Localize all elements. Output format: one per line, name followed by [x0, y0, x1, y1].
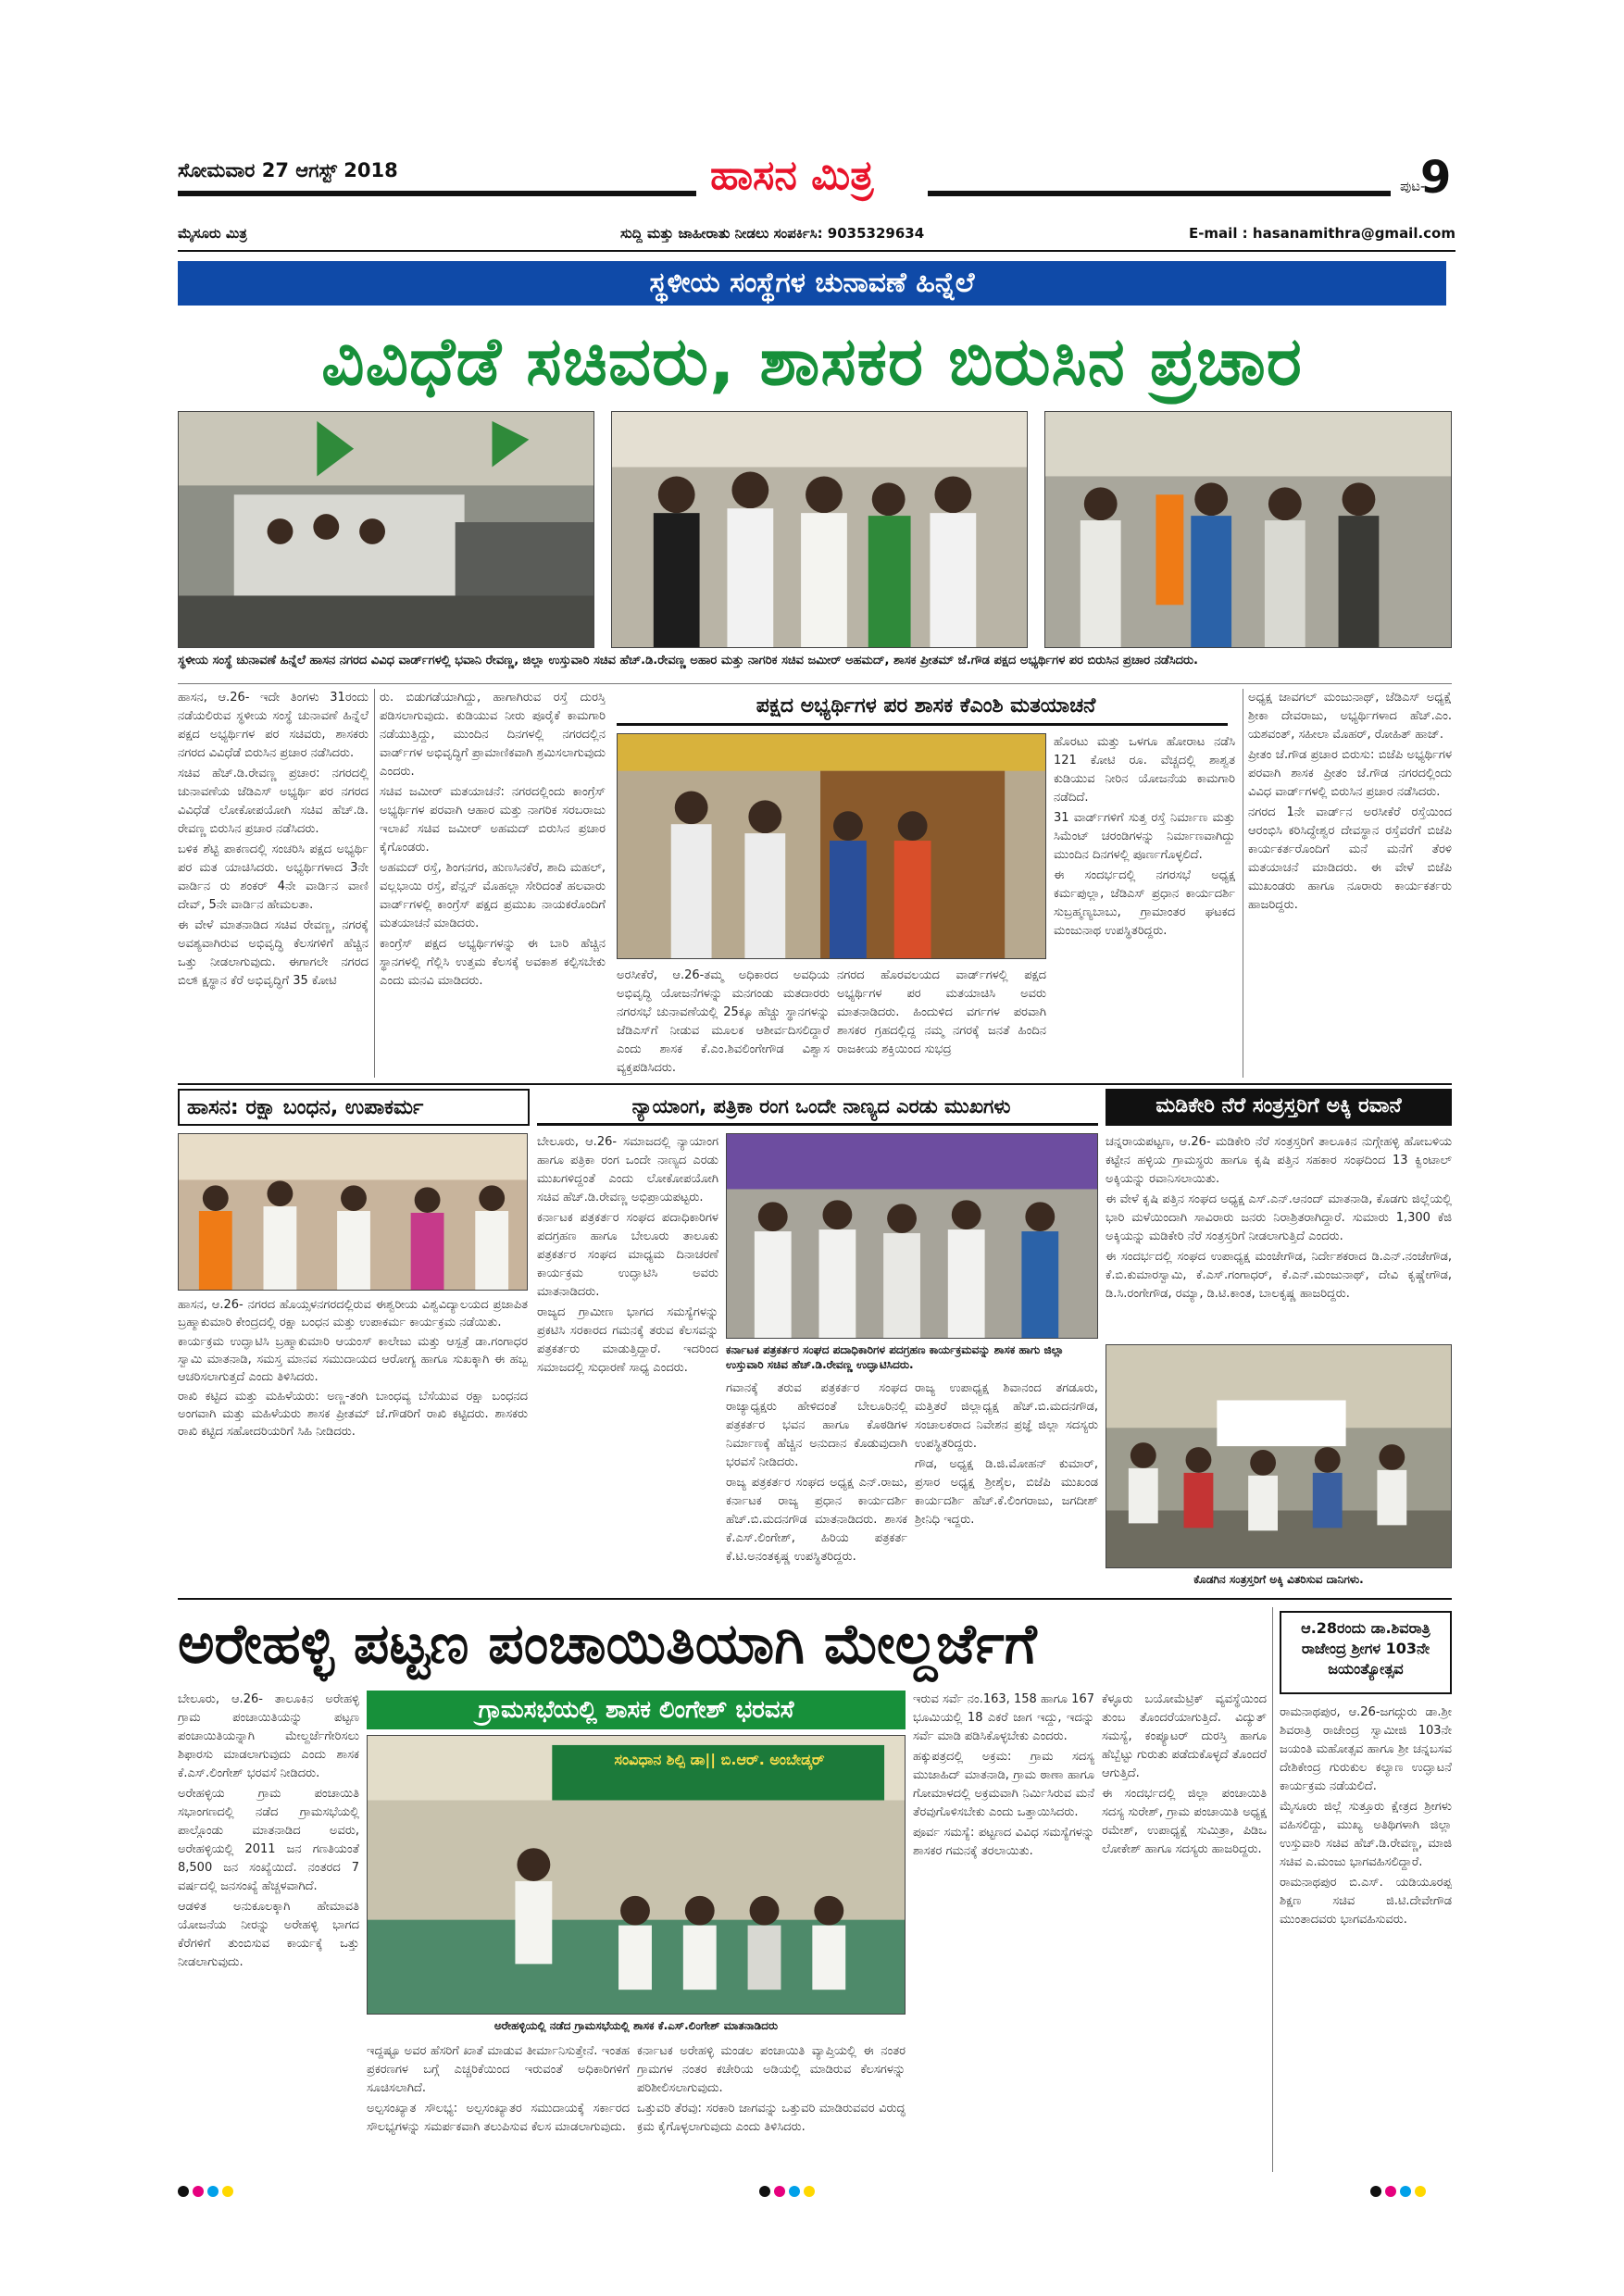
column-rule — [374, 689, 375, 1078]
journalism-photo-caption: ಕರ್ನಾಟಕ ಪತ್ರಕರ್ತರ ಸಂಘದ ಪದಾಧಿಕಾರಿಗಳ ಪದಗ್ರಹಣ ಕಾರ್ಯಕ್ರಮವನ್ನು ಶಾಸಕ ಹಾಗು ಜಿಲ್ಲಾ ಉಸ್ತುವಾರಿ ಸಚಿವ ಹೆಚ್.ಡಿ.ರೇವಣ್ಣ ಉದ್ಘಾಟಿಸಿದರು. — [726, 1343, 1064, 1371]
mla-story-col-4 — [1248, 689, 1452, 1078]
lead-paragraph: ಬಳಿಕ ಶೆಟ್ಟಿ ಪಾಕಣದಲ್ಲಿ ಸಂಚರಿಸಿ ಪಕ್ಷದ ಅಭ್ಯರ್ಥಿ ಪರ ಮತ ಯಾಚಿಸಿದರು. ಅಭ್ಯರ್ಥಿಗಳಾದ 3ನೇ ವಾರ್ಡಿನ ರು ಶಂಕರ್ 4ನೇ ವಾರ್ಡಿನ ವಾಣಿ ದೇವ್, 5ನೇ ವಾರ್ಡಿನ ಹೇಮಲತಾ. — [178, 842, 369, 912]
lead-article-col-1 — [178, 689, 369, 1078]
mla-paragraph: ಅಧ್ಯಕ್ಷ ಜಾವಗಲ್ ಮಂಜುನಾಥ್, ಜೆಡಿಎಸ್ ಅಧ್ಯಕ್ಷೆ ಶ್ರೀಕಾ ದೇವರಾಜು, ಅಭ್ಯರ್ಥಿಗಳಾದ ಹೆಚ್.ಎಂ. ಯಶವಂತ್, ಸಹೀಲಾ ಮೊಹರ್, ರೋಹಿತ್ ಹಾಜ್. — [1248, 691, 1452, 742]
lead-photo-caption: ಸ್ಥಳೀಯ ಸಂಸ್ಥೆ ಚುನಾವಣೆ ಹಿನ್ನೆಲೆ ಹಾಸನ ನಗರದ ವಿವಿಧ ವಾರ್ಡ್‌ಗಳಲ್ಲಿ ಭವಾನಿ ರೇವಣ್ಣ, ಜಿಲ್ಲಾ ಉಸ್ತುವಾರಿ ಸಚಿವ ಹೆಚ್.ಡಿ.ರೇವಣ್ಣ ಅಹಾರ ಮತ್ತು ನಾಗರಿಕ ಸಚಿವ ಜಮೀರ್ ಅಹಮದ್, ಶಾಸಕ ಪ್ರೀತಮ್ ಜೆ.ಗೌಡ ಪಕ್ಷದ ಅಭ್ಯರ್ಥಿಗಳ ಪರ ಬಿರುಸಿನ ಪ್ರಚಾರ ನಡೆಸಿದರು. — [178, 654, 1198, 668]
mla-story-col-1 — [617, 967, 830, 1078]
mla-story-photo — [617, 733, 1046, 959]
arehalli-col-4 — [913, 1691, 1094, 2172]
journalism-col-1 — [537, 1133, 718, 1594]
registration-dot — [1415, 2186, 1426, 2197]
registration-dot — [207, 2186, 219, 2197]
contact-line: ಸುದ್ದಿ ಮತ್ತು ಜಾಹೀರಾತು ನೀಡಲು ಸಂಪರ್ಕಿಸಿ: 9035329634 — [620, 225, 925, 242]
lead-paragraph: ಅಹಮದ್ ರಸ್ತೆ, ಶಿಂಗನಗರ, ಹುಣಸಿನಕೆರೆ, ಶಾದಿ ಮಹಲ್, ವಲ್ಲಭಾಯಿ ರಸ್ತೆ, ಪೆನ್ಷನ್ ಮೊಹಲ್ಲಾ ಸೇರಿದಂತೆ ಹಲವಾರು ವಾರ್ಡ್‌ಗಳಲ್ಲಿ ಕಾಂಗ್ರೆಸ್ ಪಕ್ಷದ ಪ್ರಮುಖ ನಾಯಕರೊಂದಿಗೆ ಮತಯಾಚನೆ ಮಾಡಿದರು. — [380, 861, 606, 930]
lead-paragraph: ಹಾಸನ, ಆ.26- ಇದೇ ತಿಂಗಳು 31ರಂದು ನಡೆಯಲಿರುವ ಸ್ಥಳೀಯ ಸಂಸ್ಥೆ ಚುನಾವಣೆ ಹಿನ್ನೆಲೆ ಪಕ್ಷದ ಅಭ್ಯರ್ಥಿಗಳ ಪರ ಸಚಿವರು, ಶಾಸಕರು ನಗರದ ವಿವಿಧೆಡೆ ಬಿರುಸಿನ ಪ್ರಚಾರ ನಡೆಸಿದರು. — [178, 691, 369, 760]
arehalli-paragraph: ಕರ್ನಾಟಕ ಅರೇಹಳ್ಳಿ ಮಂಡಲ ಪಂಚಾಯಿತಿ ವ್ಯಾಪ್ತಿಯಲ್ಲಿ ಈ ನಂತರ ಗ್ರಾಮಗಳ ನಂತರ ಕಚೇರಿಯ ಅಡಿಯಲ್ಲಿ ಮಾಡಿರುವ ಕೆಲಸಗಳನ್ನು ಪರಿಶೀಲಿಸಲಾಗುವುದು. — [637, 2044, 906, 2095]
lead-headline: ವಿವಿಧೆಡೆ ಸಚಿವರು, ಶಾಸಕರ ಬಿರುಸಿನ ಪ್ರಚಾರ — [321, 322, 1303, 400]
madikeri-article — [1106, 1133, 1452, 1339]
arehalli-col-2 — [367, 2042, 630, 2172]
madikeri-paragraph: ಚನ್ನರಾಯಪಟ್ಟಣ, ಆ.26- ಮಡಿಕೇರಿ ನೆರೆ ಸಂತ್ರಸ್ತರಿಗೆ ತಾಲೂಕಿನ ನುಗ್ಗೇಹಳ್ಳಿ ಹೋಬಳಿಯ ಕಟ್ಟೇನ ಹಳ್ಳಿಯ ಗ್ರಾಮಸ್ಥರು ಹಾಗೂ ಕೃಷಿ ಪತ್ತಿನ ಸಹಕಾರ ಸಂಘದಿಂದ 13 ಕ್ವಿಂಟಾಲ್ ಅಕ್ಕಿಯನ್ನು ರವಾನಿಸಲಾಯಿತು. — [1106, 1135, 1452, 1186]
mla-paragraph: ಅರಸೀಕೆರೆ, ಆ.26-ತಮ್ಮ ಅಧಿಕಾರದ ಅವಧಿಯ ಅಭಿವೃದ್ಧಿ ಯೋಜನೆಗಳನ್ನು ಮನಗಂಡು ಮತದಾರರು ನಗರಸಭೆ ಚುನಾವಣೆಯಲ್ಲಿ 25ಕ್ಕೂ ಹೆಚ್ಚು ಸ್ಥಾನಗಳನ್ನು ಜೆಡಿಎಸ್‌ಗೆ ನೀಡುವ ಮೂಲಕ ಆಶೀರ್ವದಿಸಲಿದ್ದಾರೆ ಎಂದು ಶಾಸಕ ಕೆ.ಎಂ.ಶಿವಲಿಂಗೇಗೌಡ ವಿಶ್ವಾಸ ವ್ಯಕ್ತಪಡಿಸಿದರು. — [617, 968, 830, 1075]
registration-dot — [1385, 2186, 1396, 2197]
raksha-paragraph: ರಾಖಿ ಕಟ್ಟಿದ ಮತ್ತು ಮಹಿಳೆಯರು: ಅಣ್ಣ-ತಂಗಿ ಬಾಂಧವ್ಯ ಬೆಸೆಯುವ ರಕ್ಷಾ ಬಂಧನದ ಅಂಗವಾಗಿ ಮತ್ತು ಮಹಿಳೆಯರು ಶಾಸಕ ಪ್ರೀತಮ್ ಜೆ.ಗೌಡರಿಗೆ ರಾಖಿ ಕಟ್ಟಿದರು. ಶಾಸಕರು ರಾಖಿ ಕಟ್ಟಿದ ಸಹೋದರಿಯರಿಗೆ ಸಿಹಿ ನೀಡಿದರು. — [178, 1390, 528, 1439]
mla-story-col-3 — [1054, 733, 1235, 1078]
arehalli-paragraph: ಪೂರ್ವ ಸಮಸ್ಯೆ: ಪಟ್ಟಣದ ವಿವಿಧ ಸಮಸ್ಯೆಗಳನ್ನು ಶಾಸಕರ ಗಮನಕ್ಕೆ ತರಲಾಯಿತು. — [913, 1826, 1094, 1858]
registration-dot — [759, 2186, 770, 2197]
lead-paragraph: ಸಚಿವ ಜಮೀರ್ ಮತಯಾಚನೆ: ನಗರದಲ್ಲಿಂದು ಕಾಂಗ್ರೆಸ್ ಅಭ್ಯರ್ಥಿಗಳ ಪರವಾಗಿ ಆಹಾರ ಮತ್ತು ನಾಗರಿಕ ಸರಬರಾಜು ಇಲಾಖೆ ಸಚಿವ ಜಮೀರ್ ಅಹಮದ್ ಬಿರುಸಿನ ಪ್ರಚಾರ ಕೈಗೊಂಡರು. — [380, 785, 606, 855]
registration-dot — [789, 2186, 800, 2197]
arehalli-paragraph: ಹಕ್ಕುಪತ್ರದಲ್ಲಿ ಅಕ್ರಮ: ಗ್ರಾಮ ಸದಸ್ಯ ಮುಜಾಹಿದ್ ಮಾತನಾಡಿ, ಗ್ರಾಮ ಠಾಣಾ ಹಾಗೂ ಗೋಮಾಳದಲ್ಲಿ ಅಕ್ರಮವಾಗಿ ನಿರ್ಮಿಸಿರುವ ಮನೆ ತೆರವುಗೊಳಿಸಬೇಕು ಎಂದು ಒತ್ತಾಯಿಸಿದರು. — [913, 1750, 1094, 1819]
journalism-col-3 — [915, 1379, 1098, 1594]
lead-paragraph: ಸಚಿವ ಹೆಚ್.ಡಿ.ರೇವಣ್ಣ ಪ್ರಚಾರ: ನಗರದಲ್ಲಿ ಚುನಾವಣೆಯ ಜೆಡಿಎಸ್ ಅಭ್ಯರ್ಥಿ ಪರ ನಗರದ ವಿವಿಧೆಡೆ ಲೋಕೋಪಯೋಗಿ ಸಚಿವ ಹೆಚ್.ಡಿ. ರೇವಣ್ಣ ಬಿರುಸಿನ ಪ್ರಚಾರ ನಡೆಸಿದರು. — [178, 767, 369, 836]
arehalli-paragraph: ಇರುವ ಸರ್ವೆ ನಂ.163, 158 ಹಾಗೂ 167 ಭೂಮಿಯಲ್ಲಿ 18 ಎಕರೆ ಜಾಗ ಇದ್ದು, ಇದನ್ನು ಸರ್ವೆ ಮಾಡಿ ಪಡಿಸಿಕೊಳ್ಳಬೇಕು ಎಂದರು. — [913, 1692, 1094, 1743]
journalism-paragraph: ರಾಜ್ಯದ ಗ್ರಾಮೀಣ ಭಾಗದ ಸಮಸ್ಯೆಗಳನ್ನು ಪ್ರಕಟಿಸಿ ಸರಕಾರದ ಗಮನಕ್ಕೆ ತರುವ ಕೆಲಸವನ್ನು ಪತ್ರಕರ್ತರು ಮಾಡುತ್ತಿದ್ದಾರೆ. ಇದರಿಂದ ಸಮಾಜದಲ್ಲಿ ಸುಧಾರಣೆ ಸಾಧ್ಯ ಎಂದರು. — [537, 1305, 718, 1375]
registration-dot — [222, 2186, 233, 2197]
arehalli-paragraph: ಒತ್ತುವರಿ ತೆರವು: ಸರಕಾರಿ ಜಾಗವನ್ನು ಒತ್ತುವರಿ ಮಾಡಿರುವವರ ವಿರುದ್ಧ ಕ್ರಮ ಕೈಗೊಳ್ಳಲಾಗುವುದು ಎಂದು ತಿಳಿಸಿದರು. — [637, 2102, 906, 2134]
arehalli-photo — [367, 1735, 906, 2015]
madikeri-paragraph: ಈ ಸಂದರ್ಭದಲ್ಲಿ ಸಂಘದ ಉಪಾಧ್ಯಕ್ಷ ಮಂಜೇಗೌಡ, ನಿರ್ದೇಶಕರಾದ ಡಿ.ಎನ್.ನಂಜೇಗೌಡ, ಕೆ.ಬಿ.ಕುಮಾರಸ್ವಾಮಿ, ಕೆ.ಎಸ್.ಗಂಗಾಧರ್, ಕೆ.ಎನ್.ಮಂಜುನಾಥ್, ದೇವಿ ಕೃಷ್ಣೇಗೌಡ, ಡಿ.ಸಿ.ರಂಗೇಗೌಡ, ರಮ್ಯಾ, ಡಿ.ಟಿ.ಕಾಂತ, ಬಾಲಕೃಷ್ಣ ಹಾಜರಿದ್ದರು. — [1106, 1250, 1452, 1301]
jayanti-heading: ಆ.28ರಂದು ಡಾ.ಶಿವರಾತ್ರಿ ರಾಜೇಂದ್ರ ಶ್ರೀಗಳ 103ನೇ ಜಯಂತ್ಯೋತ್ಸವ — [1280, 1611, 1452, 1694]
jayanti-paragraph: ರಾಮನಾಥಪುರ ಬಿ.ಎಸ್. ಯಡಿಯೂರಪ್ಪ ಶಿಕ್ಷಣ ಸಚಿವ ಜಿ.ಟಿ.ದೇವೇಗೌಡ ಮುಂತಾದವರು ಭಾಗವಹಿಸುವರು. — [1280, 1876, 1452, 1927]
madikeri-paragraph: ಈ ವೇಳೆ ಕೃಷಿ ಪತ್ತಿನ ಸಂಘದ ಅಧ್ಯಕ್ಷ ಎಸ್.ಎನ್.ಆನಂದ್ ಮಾತನಾಡಿ, ಕೊಡಗು ಜಿಲ್ಲೆಯಲ್ಲಿ ಭಾರಿ ಮಳೆಯಿಂದಾಗಿ ಸಾವಿರಾರು ಜನರು ನಿರಾಶ್ರಿತರಾಗಿದ್ದಾರೆ. ಸುಮಾರು 1,300 ಕೆಜಿ ಅಕ್ಕಿಯನ್ನು ಮಡಿಕೇರಿ ನೆರೆ ಸಂತ್ರಸ್ತರಿಗೆ ನೀಡಲಾಗುತ್ತಿದೆ ಎಂದರು. — [1106, 1192, 1452, 1243]
issue-date: ಸೋಮವಾರ 27 ಆಗಸ್ಟ್ 2018 — [178, 159, 398, 181]
arehalli-paragraph: ಆಡಳಿತ ಅನುಕೂಲಕ್ಕಾಗಿ ಹೇಮಾವತಿ ಯೋಜನೆಯ ನೀರನ್ನು ಅರೇಹಳ್ಳಿ ಭಾಗದ ಕೆರೆಗಳಿಗೆ ತುಂಬಿಸುವ ಕಾರ್ಯಕ್ಕೆ ಒತ್ತು ನೀಡಲಾಗುವುದು. — [178, 1900, 359, 1969]
jayanti-paragraph: ರಾಮನಾಥಪುರ, ಆ.26-ಜಗದ್ಗುರು ಡಾ.ಶ್ರೀ ಶಿವರಾತ್ರಿ ರಾಜೇಂದ್ರ ಸ್ವಾಮೀಜಿ 103ನೇ ಜಯಂತಿ ಮಹೋತ್ಸವ ಹಾಗೂ ಶ್ರೀ ಚನ್ನಬಸವ ದೇಶಿಕೇಂದ್ರ ಗುರುಕುಲ ಕಲ್ಯಾಣ ಉದ್ಘಾಟನೆ ಕಾರ್ಯಕ್ರಮ ನಡೆಯಲಿದೆ. — [1280, 1705, 1452, 1793]
edition-name: ಮೈಸೂರು ಮಿತ್ರ — [178, 225, 247, 242]
mla-paragraph: ಪ್ರೀತಂ ಜೆ.ಗೌಡ ಪ್ರಚಾರ ಬಿರುಸು: ಬಿಜೆಪಿ ಅಭ್ಯರ್ಥಿಗಳ ಪರವಾಗಿ ಶಾಸಕ ಪ್ರೀತಂ ಜೆ.ಗೌಡ ನಗರದಲ್ಲಿಂದು ವಿವಿಧ ವಾರ್ಡ್‌ಗಳಲ್ಲಿ ಬಿರುಸಿನ ಪ್ರಚಾರ ನಡೆಸಿದರು. — [1248, 748, 1452, 799]
registration-dot — [1400, 2186, 1411, 2197]
masthead — [178, 152, 1455, 213]
journalism-paragraph: ಗೌಡ, ಅಧ್ಯಕ್ಷ ಡಿ.ಜಿ.ಮೋಹನ್ ಕುಮಾರ್, ಪ್ರಸಾರ ಅಧ್ಯಕ್ಷ ಶ್ರೀಶೈಲ, ಬಿಜೆಪಿ ಮುಖಂಡ ಕಾರ್ಯದರ್ಶಿ ಹೆಚ್.ಕೆ.ಲಿಂಗರಾಜು, ಜಗದೀಶ್ ಶ್ರೀನಿಧಿ ಇದ್ದರು. — [915, 1457, 1098, 1527]
journalism-paragraph: ರಾಜ್ಯ ಉಪಾಧ್ಯಕ್ಷ ಶಿವಾನಂದ ತಗಡೂರು, ಮತ್ತಿತರೆ ಜಿಲ್ಲಾಧ್ಯಕ್ಷ ಹೆಚ್.ಬಿ.ಮದನಗೌಡ, ಸಂಚಾಲಕರಾದ ನಿವೇಶನ ಪ್ರಜ್ಞೆ ಜಿಲ್ಲಾ ಸದಸ್ಯರು ಉಪಸ್ಥಿತರಿದ್ದರು. — [915, 1381, 1098, 1451]
journalism-paragraph: ಬೇಲೂರು, ಆ.26- ಸಮಾಜದಲ್ಲಿ ನ್ಯಾಯಾಂಗ ಹಾಗೂ ಪತ್ರಿಕಾ ರಂಗ ಒಂದೇ ನಾಣ್ಯದ ಎರಡು ಮುಖಗಳಿದ್ದಂತೆ ಎಂದು ಲೋಕೋಪಯೋಗಿ ಸಚಿವ ಹೆಚ್.ಡಿ.ರೇವಣ್ಣ ಅಭಿಪ್ರಾಯಪಟ್ಟರು. — [537, 1135, 718, 1204]
arehalli-photo-banner-text: ಸಂವಿಧಾನ ಶಿಲ್ಪಿ ಡಾ|| ಬಿ.ಆರ್. ಅಂಬೇಡ್ಕರ್ — [614, 1751, 825, 1768]
registration-dot — [193, 2186, 204, 2197]
mla-paragraph: ನಗರದ ಹೊರವಲಯದ ವಾರ್ಡ್‌ಗಳಲ್ಲಿ ಪಕ್ಷದ ಅಭ್ಯರ್ಥಿಗಳ ಪರ ಮತಯಾಚಿಸಿ ಅವರು ಮಾತನಾಡಿದರು. ಹಿಂದುಳಿದ ವರ್ಗಗಳ ಪರವಾಗಿ ಶಾಸಕರ ಗ್ರಹದಲ್ಲಿದ್ದ ನಮ್ಮ ನಗರಕ್ಕೆ ಜನತೆ ಹಿಂದಿನ ರಾಜಕೀಯ ಶಕ್ತಿಯಿಂದ ಸುಭದ್ರ — [837, 968, 1046, 1056]
arehalli-paragraph: ಈ ಸಂದರ್ಭದಲ್ಲಿ ಜಿಲ್ಲಾ ಪಂಚಾಯಿತಿ ಸದಸ್ಯ ಸುರೇಶ್, ಗ್ರಾಮ ಪಂಚಾಯಿತಿ ಅಧ್ಯಕ್ಷ ರಮೇಶ್, ಉಪಾಧ್ಯಕ್ಷೆ ಸುಮಿತ್ರಾ, ಪಿಡಿಒ ಲೋಕೇಶ್ ಹಾಗೂ ಸದಸ್ಯರು ಹಾಜರಿದ್ದರು. — [1102, 1787, 1267, 1856]
lead-paragraph: ರು. ಬಿಡುಗಡೆಯಾಗಿದ್ದು, ಹಾಗಾಗಿರುವ ರಸ್ತೆ ದುರಸ್ತಿ ಪಡಿಸಲಾಗುವುದು. ಕುಡಿಯುವ ನೀರು ಪೂರೈಕೆ ಕಾಮಗಾರಿ ನಡೆಯುತ್ತಿದ್ದು, ಮುಂದಿನ ದಿನಗಳಲ್ಲಿ ನಗರದಲ್ಲಿನ ವಾರ್ಡ್‌ಗಳ ಅಭಿವೃದ್ಧಿಗೆ ಪ್ರಾಮಾಣಿಕವಾಗಿ ಶ್ರಮಿಸಲಾಗುವುದು ಎಂದರು. — [380, 691, 606, 779]
masthead-rule-left — [178, 191, 696, 196]
registration-marks-center — [759, 2179, 818, 2202]
contact-email: E-mail : hasanamithra@gmail.com — [1188, 225, 1455, 242]
mla-paragraph: ಹೊರಟು ಮತ್ತು ಒಳಗೂ ಹೋರಾಟ ನಡೆಸಿ 121 ಕೋಟಿ ರೂ. ವೆಚ್ಚದಲ್ಲಿ ಶಾಶ್ವತ ಕುಡಿಯುವ ನೀರಿನ ಯೋಜನೆಯ ಕಾಮಗಾರಿ ನಡೆದಿದೆ. — [1054, 735, 1235, 805]
mla-paragraph: 31 ವಾರ್ಡ್‌ಗಳಿಗೆ ಸುತ್ತ ರಸ್ತೆ ನಿರ್ಮಾಣ ಮತ್ತು ಸಿಮೆಂಟ್ ಚರಂಡಿಗಳನ್ನು ನಿರ್ಮಾಣವಾಗಿದ್ದು ಮುಂದಿನ ದಿನಗಳಲ್ಲಿ ಪೂರ್ಣಗೊಳ್ಳಲಿದೆ. — [1054, 811, 1235, 862]
registration-marks-left — [178, 2179, 237, 2202]
arehalli-photo-caption: ಅರೇಹಳ್ಳಿಯಲ್ಲಿ ನಡೆದ ಗ್ರಾಮಸಭೆಯಲ್ಲಿ ಶಾಸಕ ಕೆ.ಎಸ್.ಲಿಂಗೇಶ್ ಮಾತನಾಡಿದರು — [493, 2019, 779, 2032]
jayanti-article — [1280, 1703, 1452, 2172]
arehalli-col-3 — [637, 2042, 906, 2172]
registration-marks-right — [1370, 2179, 1430, 2202]
raksha-paragraph: ಹಾಸನ, ಆ.26- ನಗರದ ಹೊಯ್ಸಳನಗರದಲ್ಲಿರುವ ಈಶ್ವರೀಯ ವಿಶ್ವವಿದ್ಯಾಲಯದ ಪ್ರಜಾಪಿತ ಬ್ರಹ್ಮಾಕುಮಾರಿ ಕೇಂದ್ರದಲ್ಲಿ ರಕ್ಷಾ ಬಂಧನ ಮತ್ತು ಉಪಾಕರ್ಮ ಕಾರ್ಯಕ್ರಮ ನಡೆಯಿತು. — [178, 1298, 528, 1329]
journalism-paragraph: ರಾಜ್ಯ ಪತ್ರಕರ್ತರ ಸಂಘದ ಅಧ್ಯಕ್ಷ ಎನ್.ರಾಜು, ಕರ್ನಾಟಕ ರಾಜ್ಯ ಪ್ರಧಾನ ಕಾರ್ಯದರ್ಶಿ ಹೆಚ್.ಬಿ.ಮದನಗೌಡ ಮಾತನಾಡಿದರು. ಶಾಸಕ ಕೆ.ಎಸ್.ಲಿಂಗೇಶ್, ಹಿರಿಯ ಪತ್ರಕರ್ತ ಕೆ.ಟಿ.ಅನಂತಕೃಷ್ಣ ಉಪಸ್ಥಿತರಿದ್ದರು. — [726, 1476, 907, 1564]
column-rule — [1272, 1607, 1273, 2172]
mla-story-heading: ಪಕ್ಷದ ಅಭ್ಯರ್ಥಿಗಳ ಪರ ಶಾಸಕ ಕೆಎಂಶಿ ಮತಯಾಚನೆ — [617, 689, 1228, 726]
newspaper-logo: ಹಾಸನ ಮಿತ್ರ — [710, 152, 874, 199]
mla-paragraph: ಈ ಸಂದರ್ಭದಲ್ಲಿ ನಗರಸಭೆ ಅಧ್ಯಕ್ಷ ಕರ್ಮಪುಲ್ಲಾ, ಜೆಡಿಎಸ್ ಪ್ರಧಾನ ಕಾರ್ಯದರ್ಶಿ ಸುಬ್ರಹ್ಮಣ್ಯಬಾಬು, ಗ್ರಾಮಾಂತರ ಘಟಕದ ಮಂಜುನಾಥ ಉಪಸ್ಥಿತರಿದ್ದರು. — [1054, 868, 1235, 938]
raksha-photo — [178, 1133, 528, 1291]
masthead-divider — [178, 250, 1455, 252]
masthead-subline — [178, 222, 1455, 246]
page-label: ಪುಟ- — [1400, 178, 1426, 194]
arehalli-headline: ಅರೇಹಳ್ಳಿ ಪಟ್ಟಣ ಪಂಚಾಯಿತಿಯಾಗಿ ಮೇಲ್ದರ್ಜೆಗೆ — [178, 1612, 1037, 1677]
arehalli-paragraph: ಇದ್ದಷ್ಟೂ ಅವರ ಹೆಸರಿಗೆ ಖಾತೆ ಮಾಡುವ ತೀರ್ಮಾನಿಸುತ್ತೇನೆ. ಇಂತಹ ಪ್ರಕರಣಗಳ ಬಗ್ಗೆ ಎಚ್ಚರಿಕೆಯಿಂದ ಇರುವಂತೆ ಅಧಿಕಾರಿಗಳಿಗೆ ಸೂಚಿಸಲಾಗಿದೆ. — [367, 2044, 630, 2095]
raksha-heading: ಹಾಸನ: ರಕ್ಷಾ ಬಂಧನ, ಉಪಾಕರ್ಮ — [178, 1089, 530, 1126]
raksha-article — [178, 1296, 528, 1594]
lead-photo-rally-truck — [178, 411, 594, 648]
journalism-paragraph: ಕರ್ನಾಟಕ ಪತ್ರಕರ್ತರ ಸಂಘದ ಪದಾಧಿಕಾರಿಗಳ ಪದಗ್ರಹಣ ಹಾಗೂ ಬೇಲೂರು ತಾಲೂಕು ಪತ್ರಕರ್ತರ ಸಂಘದ ಮಾಧ್ಯಮ ದಿನಾಚರಣೆ ಕಾರ್ಯಕ್ರಮ ಉದ್ಘಾಟಿಸಿ ಅವರು ಮಾತನಾಡಿದರು. — [537, 1211, 718, 1299]
mla-paragraph: ನಗರದ 1ನೇ ವಾರ್ಡ್‌ನ ಅರಸೀಕೆರೆ ರಸ್ತೆಯಿಂದ ಆರಂಭಿಸಿ ಕರಿಸಿದ್ಧೇಶ್ವರ ದೇವಸ್ಥಾನ ರಸ್ತೆವರೆಗೆ ಬಿಜೆಪಿ ಕಾರ್ಯಕರ್ತರೊಂದಿಗೆ ಮನೆ ಮನೆಗೆ ತೆರಳಿ ಮತಯಾಚನೆ ಮಾಡಿದರು. ಈ ವೇಳೆ ಬಿಜೆಪಿ ಮುಖಂಡರು ಹಾಗೂ ನೂರಾರು ಕಾರ್ಯಕರ್ತರು ಹಾಜರಿದ್ದರು. — [1248, 805, 1452, 912]
arehalli-paragraph: ಕೆಳ್ಳೂರು ಬಯೋಮೆಟ್ರಿಕ್ ವ್ಯವಸ್ಥೆಯಿಂದ ತುಂಬ ತೊಂದರೆಯಾಗುತ್ತಿದೆ. ವಿದ್ಯುತ್ ಸಮಸ್ಯೆ, ಕಂಪ್ಯೂಟರ್ ದುರಸ್ತಿ ಹಾಗೂ ಹೆಬ್ಬೆಟ್ಟು ಗುರುತು ಪಡೆದುಕೊಳ್ಳದೆ ತೊಂದರೆ ಆಗುತ್ತಿದೆ. — [1102, 1692, 1267, 1780]
section-divider — [178, 1598, 1452, 1600]
madikeri-heading: ಮಡಿಕೇರಿ ನೆರೆ ಸಂತ್ರಸ್ತರಿಗೆ ಅಕ್ಕಿ ರವಾನೆ — [1106, 1089, 1452, 1126]
arehalli-paragraph: ಅರೇಹಳ್ಳಿಯ ಗ್ರಾಮ ಪಂಚಾಯಿತಿ ಸಭಾಂಗಣದಲ್ಲಿ ನಡೆದ ಗ್ರಾಮಸಭೆಯಲ್ಲಿ ಪಾಲ್ಗೊಂಡು ಮಾತನಾಡಿದ ಅವರು, ಅರೇಹಳ್ಳಿಯಲ್ಲಿ 2011 ಜನ ಗಣತಿಯಂತೆ 8,500 ಜನ ಸಂಖ್ಯೆಯಿದೆ. ನಂತರದ 7 ವರ್ಷದಲ್ಲಿ ಜನಸಂಖ್ಯೆ ಹೆಚ್ಚಳವಾಗಿದೆ. — [178, 1787, 359, 1893]
lead-kicker-banner: ಸ್ಥಳೀಯ ಸಂಸ್ಥೆಗಳ ಚುನಾವಣೆ ಹಿನ್ನೆಲೆ — [178, 261, 1446, 306]
lead-caption-rule — [178, 683, 1452, 684]
journalism-heading: ನ್ಯಾಯಾಂಗ, ಪತ್ರಿಕಾ ರಂಗ ಒಂದೇ ನಾಣ್ಯದ ಎರಡು ಮುಖಗಳು — [537, 1089, 1098, 1126]
arehalli-col-1 — [178, 1691, 359, 2172]
arehalli-paragraph: ಅಲ್ಪಸಂಖ್ಯಾತ ಸೌಲಭ್ಯ: ಅಲ್ಪಸಂಖ್ಯಾತರ ಸಮುದಾಯಕ್ಕೆ ಸರ್ಕಾರದ ಸೌಲಭ್ಯಗಳನ್ನು ಸಮರ್ಪಕವಾಗಿ ತಲುಪಿಸುವ ಕೆಲಸ ಮಾಡಲಾಗುವುದು. — [367, 2102, 630, 2134]
lead-photo-ministers-group — [611, 411, 1028, 648]
registration-dot — [178, 2186, 189, 2197]
madikeri-photo — [1106, 1344, 1452, 1568]
journalism-col-2 — [726, 1379, 907, 1594]
arehalli-col-5 — [1102, 1691, 1267, 2172]
journalism-paragraph: ಗವಾನಕ್ಕೆ ತರುವ ಪತ್ರಕರ್ತರ ಸಂಘದ ರಾಜ್ಯಾಧ್ಯಕ್ಷರು ಹೇಳಿದಂತೆ ಬೇಲೂರಿನಲ್ಲಿ ಪತ್ರಕರ್ತರ ಭವನ ಹಾಗೂ ಕೊಠಡಿಗಳ ನಿರ್ಮಾಣಕ್ಕೆ ಹೆಚ್ಚಿನ ಅನುದಾನ ಕೊಡುವುದಾಗಿ ಭರವಸೆ ನೀಡಿದರು. — [726, 1381, 907, 1469]
lead-paragraph: ಕಾಂಗ್ರೆಸ್ ಪಕ್ಷದ ಅಭ್ಯರ್ಥಿಗಳನ್ನು ಈ ಬಾರಿ ಹೆಚ್ಚಿನ ಸ್ಥಾನಗಳಲ್ಲಿ ಗೆಲ್ಲಿಸಿ ಉತ್ತಮ ಕೆಲಸಕ್ಕೆ ಅವಕಾಶ ಕಲ್ಪಿಸಬೇಕು ಎಂದು ಮನವಿ ಮಾಡಿದರು. — [380, 937, 606, 988]
registration-dot — [774, 2186, 785, 2197]
mla-story-col-2 — [837, 967, 1046, 1078]
registration-dot — [1370, 2186, 1381, 2197]
journalism-photo — [726, 1133, 1098, 1339]
raksha-paragraph: ಕಾರ್ಯಕ್ರಮ ಉದ್ಘಾಟಿಸಿ ಬ್ರಹ್ಮಾಕುಮಾರಿ ಆಯಂಸ್ ಕಾಲೇಜು ಮತ್ತು ಆಸ್ಪತ್ರೆ ಡಾ.ಗಂಗಾಧರ ಸ್ವಾಮಿ ಮಾತನಾಡಿ, ಸಮಸ್ತ ಮಾನವ ಸಮುದಾಯದ ಆರೋಗ್ಯ ಹಾಗೂ ಸುಖಕ್ಕಾಗಿ ಈ ಹಬ್ಬ ಆಚರಿಸಲಾಗುತ್ತದೆ ಎಂದು ತಿಳಿಸಿದರು. — [178, 1335, 528, 1384]
jayanti-paragraph: ಮೈಸೂರು ಜಿಲ್ಲೆ ಸುತ್ತೂರು ಕ್ಷೇತ್ರದ ಶ್ರೀಗಳು ವಹಿಸಲಿದ್ದು, ಮುಖ್ಯ ಅತಿಥಿಗಳಾಗಿ ಜಿಲ್ಲಾ ಉಸ್ತುವಾರಿ ಸಚಿವ ಹೆಚ್.ಡಿ.ರೇವಣ್ಣ, ಮಾಜಿ ಸಚಿವ ಎ.ಮಂಜು ಭಾಗವಹಿಸಲಿದ್ದಾರೆ. — [1280, 1800, 1452, 1869]
lead-photo-bjp-campaign — [1044, 411, 1452, 648]
section-divider — [178, 1083, 1452, 1085]
masthead-rule-right — [928, 191, 1391, 196]
lead-article-col-2 — [380, 689, 606, 1078]
lead-paragraph: ಈ ವೇಳೆ ಮಾತನಾಡಿದ ಸಚಿವ ರೇವಣ್ಣ, ನಗರಕ್ಕೆ ಅವಶ್ಯವಾಗಿರುವ ಅಭಿವೃದ್ಧಿ ಕೆಲಸಗಳಿಗೆ ಹೆಚ್ಚಿನ ಒತ್ತು ನೀಡಲಾಗುವುದು. ಈಗಾಗಲೇ ನಗರದ ಬಿಲ್ಕ್ಷಾಸ್ಥಾನ ಕೆರೆ ಅಭಿವೃದ್ಧಿಗೆ 35 ಕೋಟಿ — [178, 918, 369, 988]
registration-dot — [804, 2186, 815, 2197]
madikeri-photo-caption: ಕೊಡಗಿನ ಸಂತ್ರಸ್ತರಿಗೆ ಅಕ್ಕಿ ವಿತರಿಸುವ ದಾನಿಗಳು. — [1193, 1573, 1364, 1586]
page-number: 9 — [1420, 152, 1452, 204]
arehalli-paragraph: ಬೇಲೂರು, ಆ.26- ತಾಲೂಕಿನ ಅರೇಹಳ್ಳಿ ಗ್ರಾಮ ಪಂಚಾಯಿತಿಯನ್ನು ಪಟ್ಟಣ ಪಂಚಾಯಿತಿಯನ್ನಾಗಿ ಮೇಲ್ದರ್ಜೆಗೇರಿಸಲು ಶಿಫಾರಸು ಮಾಡಲಾಗುವುದು ಎಂದು ಶಾಸಕ ಕೆ.ಎಸ್.ಲಿಂಗೇಶ್ ಭರವಸೆ ನೀಡಿದರು. — [178, 1692, 359, 1780]
arehalli-subhead: ಗ್ರಾಮಸಭೆಯಲ್ಲಿ ಶಾಸಕ ಲಿಂಗೇಶ್ ಭರವಸೆ — [367, 1691, 906, 1729]
